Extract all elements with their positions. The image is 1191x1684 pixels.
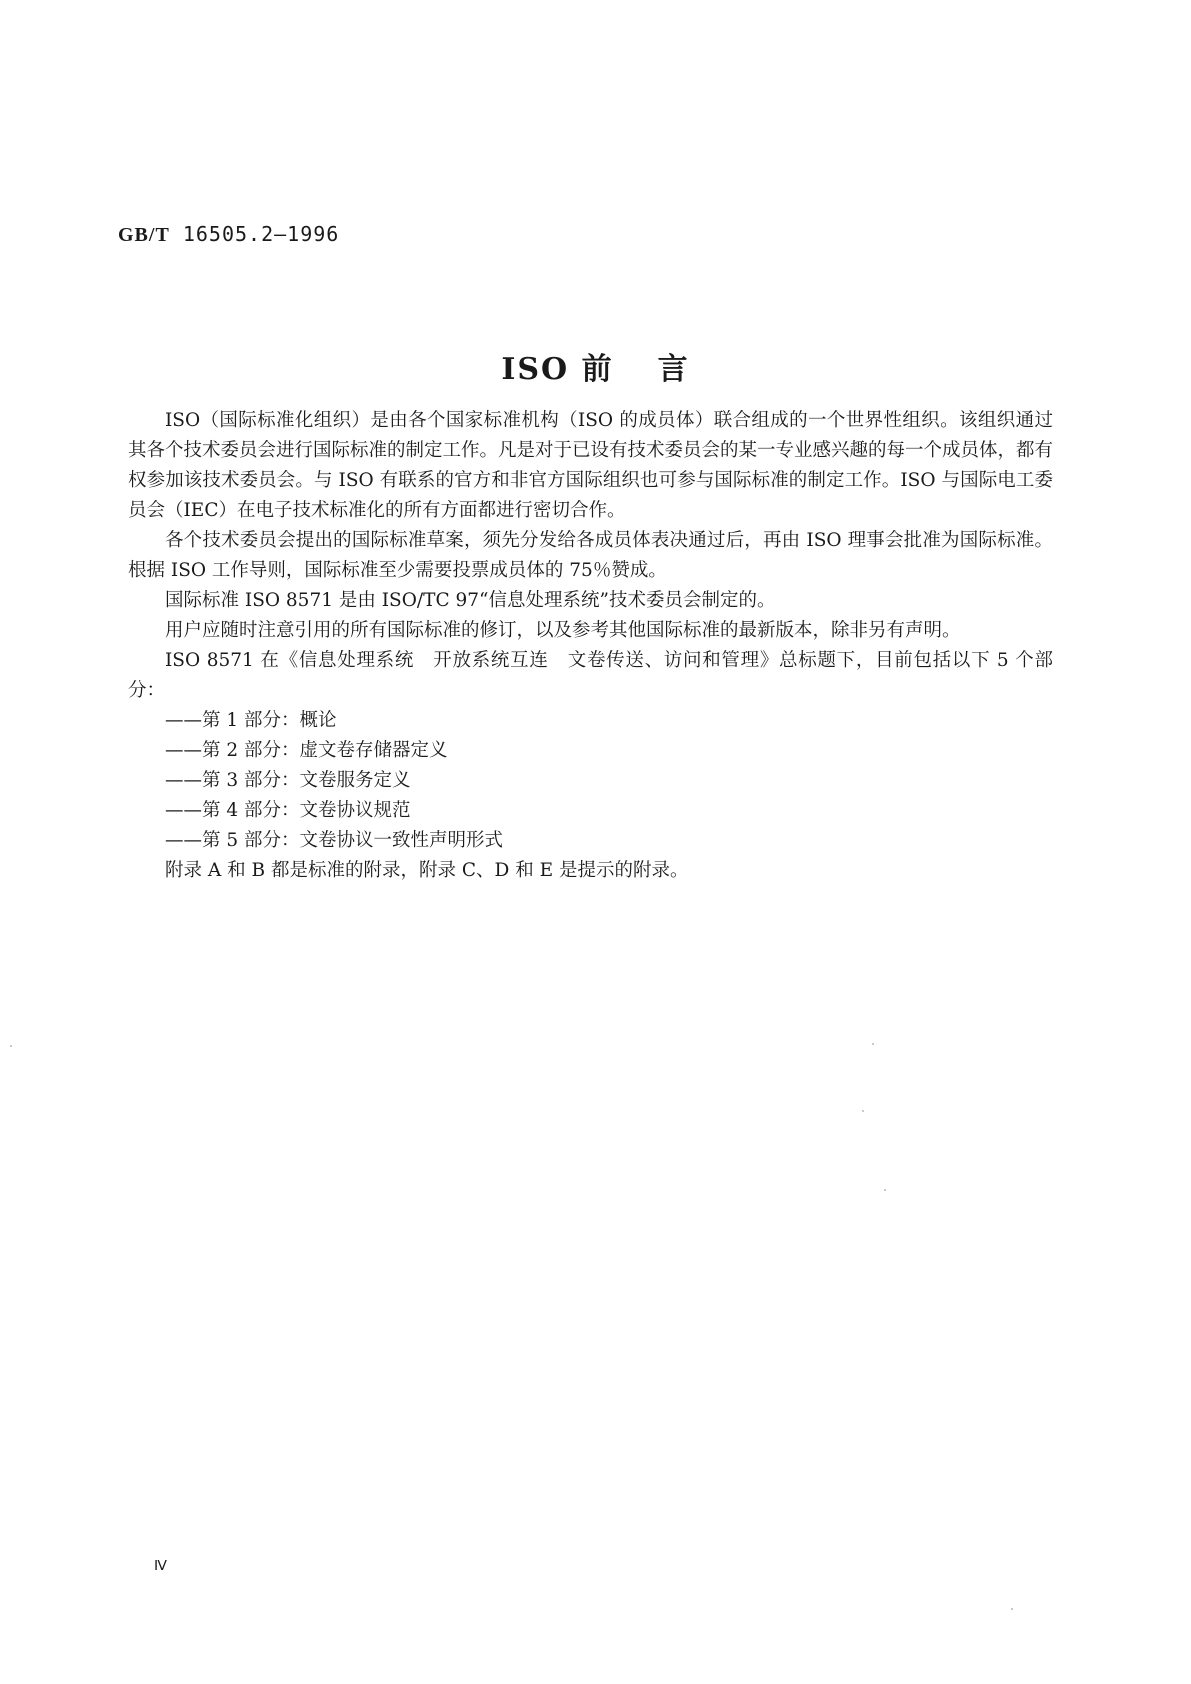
foreword-body	[128, 406, 1053, 886]
title-part-2: 言	[657, 352, 690, 387]
scan-speck	[884, 1189, 886, 1191]
list-item: ——第 1 部分：概论	[165, 710, 337, 731]
scan-speck	[1011, 1608, 1013, 1610]
paragraph-annex-note: 附录 A 和 B 都是标准的附录，附录 C、D 和 E 是提示的附录。	[165, 860, 689, 881]
page-number: Ⅳ	[154, 1559, 167, 1574]
list-item: ——第 3 部分：文卷服务定义	[165, 770, 411, 791]
paragraph-iso-intro: ISO（国际标准化组织）是由各个国家标准机构（ISO 的成员体）联合组成的一个世界性组织。该组织通过其各个技术委员会进行国际标准的制定工作。凡是对于已设有技术委员会的某一专业感兴趣的每一个成员体，都有权参加该技术委员会。与 ISO 有联系的官方和非官方国际组织也可参与国际标准的制定工作。ISO 与国际电工委员会（IEC）在电子技术标准化的所有方面都进行密切合作。	[128, 410, 1054, 521]
parts-list	[128, 706, 1053, 856]
paragraph-tc97: 国际标准 ISO 8571 是由 ISO/TC 97“信息处理系统”技术委员会制定的。	[165, 590, 776, 611]
standard-code: 16505.2—1996	[182, 222, 340, 246]
page-title	[0, 344, 1191, 388]
title-part-1: ISO 前	[501, 352, 614, 387]
paragraph-parts-intro: ISO 8571 在《信息处理系统 开放系统互连 文卷传送、访问和管理》总标题下，目前包括以下 5 个部分：	[128, 650, 1053, 701]
list-item: ——第 5 部分：文卷协议一致性声明形式	[165, 830, 504, 851]
standard-number	[118, 222, 339, 247]
scan-speck	[10, 1045, 12, 1047]
standard-prefix: GB/T	[118, 224, 170, 246]
paragraph-revisions-note: 用户应随时注意引用的所有国际标准的修订，以及参考其他国际标准的最新版本，除非另有声明。	[165, 620, 961, 641]
paragraph-draft-approval: 各个技术委员会提出的国际标准草案，须先分发给各成员体表决通过后，再由 ISO 理事会批准为国际标准。根据 ISO 工作导则，国际标准至少需要投票成员体的 75％赞成。	[128, 530, 1053, 581]
scan-speck	[872, 1043, 874, 1045]
list-item: ——第 2 部分：虚文卷存储器定义	[165, 740, 448, 761]
list-item: ——第 4 部分：文卷协议规范	[165, 800, 411, 821]
scan-speck	[862, 1110, 864, 1112]
